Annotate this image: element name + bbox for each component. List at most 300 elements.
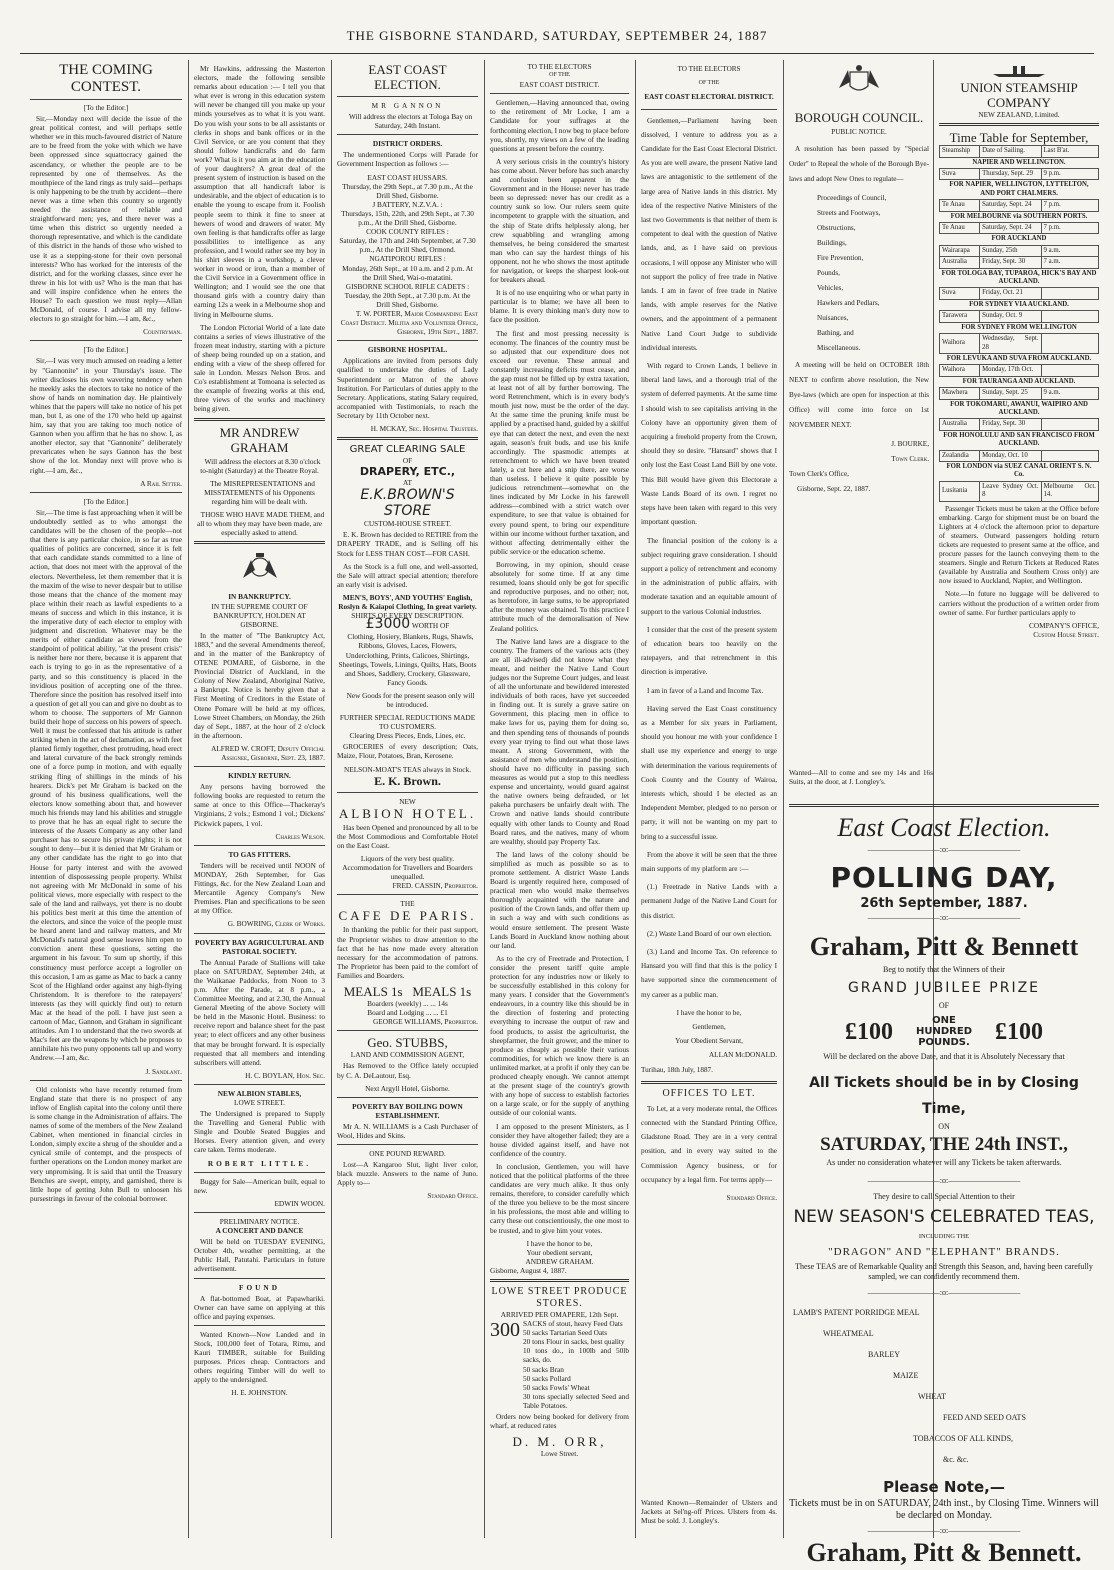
lowe-heading: LOWE STREET PRODUCE STORES. (491, 1286, 628, 1309)
town-clerk-office: Town Clerk's Office, (789, 470, 849, 478)
ship-icon (939, 62, 1099, 80)
divider (194, 1172, 325, 1173)
district-heading: DISTRICT ORDERS. (372, 139, 443, 149)
column-borough (789, 62, 929, 762)
meals-right: MEALS 1s (412, 984, 472, 1000)
meeting: A meeting will be held on OCTOBER 18th NEXT to confirm above resolution, the New Bye-laws (which are open for inspection at this Office) will come into force on 1st NOVEMBER NEXT. (789, 361, 929, 429)
ornament: —————————:o:————————— (867, 1288, 1021, 1297)
table-cell: Monday, 17th Oct. (980, 365, 1041, 376)
concert-body: Will be held on TUESDAY EVENING, October 4th, weather permitting, at the Public Hall, Patutahi. Particulars in future advertisement. (194, 1237, 325, 1274)
polling-ad (789, 800, 1099, 1567)
ekbrown-sig: E. K. Brown. (374, 773, 441, 788)
column-graham-address (490, 62, 629, 1532)
platform-item: (3.) Land and Income Tax. On reference to Hansard you will find that this is the policy I have supported since the commencement of my career as a public man. (641, 947, 777, 999)
divider (30, 492, 182, 493)
divider (194, 418, 325, 421)
stubbs-sub: LAND AND COMMISSION AGENT, (350, 1050, 465, 1060)
route-port-row (940, 322, 1099, 333)
route-port: FOR TAURANGA AND AUCKLAND. (962, 377, 1076, 385)
byelaw-item: Proceedings of Council, (817, 194, 887, 202)
stables-heading: NEW ALBION STABLES, (217, 1088, 302, 1098)
signature: J. BOURKE, (891, 440, 929, 448)
orders: Orders now being booked for delivery from wharf, at reduced rates (490, 1412, 629, 1431)
byelaw-item: Nuisances, (817, 314, 849, 322)
route-port-row (940, 268, 1099, 288)
store-name: E.K.BROWN'S STORE (360, 487, 455, 520)
signature: Standard Office. (427, 1191, 478, 1201)
worth-amount: £3000 (365, 616, 411, 633)
table-cell (1041, 365, 1098, 376)
goods-item: WHEATMEAL (823, 1329, 874, 1338)
gpb-heading: Graham, Pitt & Bennett (809, 932, 1079, 961)
ornament: —————————:o:————————— (867, 1526, 1021, 1535)
address-body: The land laws of the colony should be simplified as much as possible so as to promote settlement. A district Waste Lands Board is urgently required here, composed of practical men who would make themselves thoroughly acquainted with the nature and position of the Crown lands, and offer them up in such a way and with such conditions as would ensure settlement. The present Waste Lands Board in Auckland know nothing about our land. (490, 849, 629, 950)
albion-body: Has been Opened and pronounced by all to be the Most Commodious and Comfortable Hotel on the East Coast. (337, 822, 478, 850)
meals-line (337, 984, 478, 999)
divider (337, 1144, 478, 1145)
route-port-row (940, 353, 1099, 364)
wanted-text: Wanted Known—Remainder of Ulsters and Jackets at Sel'ng-off Prices. Ulsters from 4s. Must be sold. (641, 1498, 777, 1526)
byelaw-item: Vehicles, (817, 284, 844, 292)
route-port: FOR LONDON via SUEZ CANAL ORIENT S. N. Co. (946, 462, 1092, 479)
table-row (940, 288, 1099, 299)
route-port-row (940, 461, 1099, 481)
platform-item: (2.) Waste Land Board of our own election. (647, 929, 772, 938)
reward-body: Lost—A Kangaroo Slut, light liver color, black muzzle. Answers to the name of Juno. Apply to— (337, 1160, 478, 1188)
ngati-body: Monday, 26th Sept., at 10 a.m. and 2 p.m. At the Drill Shed, Wai-o-matatini. (342, 263, 473, 282)
grand-jubilee: GRAND JUBILEE PRIZE (847, 980, 1041, 996)
prize-line (789, 1015, 1099, 1048)
public-notice: PUBLIC NOTICE. (831, 128, 887, 136)
coming-contest-title: THE COMING CONTEST. (30, 62, 182, 100)
table-cell: 9 a.m. (1041, 388, 1098, 399)
table-cell: Australia (940, 419, 980, 430)
column-ads (337, 62, 478, 1532)
divider (337, 1030, 478, 1031)
divider (337, 340, 478, 341)
divider (194, 1084, 325, 1085)
column-rule (635, 60, 636, 1538)
table-cell: Friday, Oct. 21 (980, 288, 1041, 299)
clearing-dress: Clearing Dress Pieces, Ends, Lines, etc. (349, 731, 466, 741)
goods-item: FEED AND SEED OATS (943, 1413, 1026, 1422)
column-mcdonald-address (641, 62, 777, 1532)
byelaw-item: Miscellaneous. (817, 344, 861, 352)
colonists-paragraph: Old colonists who have recently returned from England state that there is no prospect of any inflow of English capital into the colony until there is some change in the Administration of affairs. The names of some of the members of the New Zealand Cabinet, when mentioned in financial circles in London, simply excite a shrug of the shoulder and a cynical smile of contempt, and the prospects of further operations on the London money market are very unpromising. It is said that until the Treasury Benches are swept, empty, and garnished, there is little hope of getting John Bull to unloosen his pursestrings in favour of the colonial borrower. (30, 1084, 182, 1203)
orr-signature: D. M. ORR, (512, 1434, 607, 1450)
address-body: Gentlemen,—Parliament having been dissolved, I venture to address you as a Candidate for the East Coast Electoral District. As you are well aware, the present Native land laws are antagonistic to the settlement of the large area of Native lands in this district. My idea of the respective Native Ministers of the last two Governments is that neither of them is competent to deal with the question of Native lands, and, as I have said on previous occasions, I will oppose any Minister who will not support the policy of free trade in Native lands. I am in favor of free trade in Native lands, with ample reserves for the Native owners, and the appointment of a permanent Native Land Court Judge to subdivide individual interests. (641, 116, 777, 352)
table-cell: Te Anau (940, 223, 980, 234)
close: I have the honor to be, (526, 1238, 593, 1248)
routes-body (940, 157, 1099, 501)
route-port: NAPIER AND WELLINGTON. (972, 158, 1066, 166)
header-cell: Steamship (940, 146, 980, 157)
stables-body: The Undersigned is prepared to Supply the Travelling and General Public with Single and Double Seated Buggies and Horses. Every attention given, and every care taken. Terms moderate. (194, 1109, 325, 1155)
table-cell: Friday, Sept. 30 (980, 257, 1041, 268)
wanted-text: Wanted—All to come and see my 14s and 16s Suits, at the door, at J. Longley's. (789, 768, 933, 787)
wanted-body: Wanted Known—Now Landed and in Stock, 100,000 feet of Totara, Rimu, and Kauri TIMBER, suitable for Building purposes. Prices cheap. Contractors and others requiring Timber will do well to apply to the undersigned. (194, 1329, 325, 1385)
route-port: FOR HONOLULU AND SAN FRANCISCO FROM AUCKLAND. (943, 431, 1095, 448)
table-row (940, 388, 1099, 399)
brands: "DRAGON" AND "ELEPHANT" BRANDS. (828, 1246, 1060, 1258)
graham-those: THOSE WHO HAVE MADE THEM, and all to whom they may have been made, are especially asked to attend. (196, 510, 325, 538)
table-cell: 7 p.m. (1041, 200, 1098, 211)
mens-clothing: MEN'S, BOYS', AND YOUTHS' English, Roslyn & Kaiapoi Clothing, In great variety. (338, 592, 477, 612)
signature: Standard Office. (726, 1194, 777, 1203)
graham-body: Will address the electors at 8.30 o'clock to-night (Saturday) at the Theatre Royal. (200, 456, 321, 475)
albion-heading: ALBION HOTEL. (338, 805, 477, 821)
table-cell (1041, 450, 1098, 461)
masthead: THE GISBORNE STANDARD, SATURDAY, SEPTEMBER 24, 1887 (20, 28, 1094, 54)
found-body: A flat-bottomed Boat, at Papawhariki. Owner can have same on applying at this office and paying expenses. (194, 1293, 325, 1321)
table-cell: Sunday, Oct. 9 (980, 311, 1041, 322)
declared: Will be declared on the above Date, and that it is Absolutely Necessary that (823, 1052, 1065, 1061)
cook-body: Saturday, the 17th and 24th September, at 7.30 p.m., At the Drill Shed, Ormond. (339, 236, 476, 255)
address-body: The Native land laws are a disgrace to the country. The framers of the various acts (they are all ill-advised) did not know what they meant, and neither the Native Land Court judges nor the Supreme Court judges, and least of all the unfortunate and bewildered interested individuals of both races, have yet succeeded in finding out. It is surely a grave satire on Government, this placing men in office to make laws for us, paying them for doing so, and then spending tens of thousands of pounds every year trying to find out what those laws meant. A strong Government, with the assistance of men who understand the position, should have no difficulty in passing such measures as would put a stop to this needless expense and uncertainty, would guard against the native owners being defrauded, or let pakeha purchasers be unfairly dealt with. The Crown and native lands should contribute equally with other lands to County and Road Board rates, and the natives, many of whom are wealthy, should pay Property Tax. (490, 636, 629, 846)
store-full: As the Stock is a full one, and well-assorted, the Sale will attract special attention; therefore an early visit is advised. (337, 561, 478, 589)
pictorial-paragraph: The London Pictorial World of a late date contains a series of views illustrative of the frozen meat industry, starting with a picture of sheep being rounded up on a station, and ending with a view of the sheep offered for sale in London. Messrs Nelson Bros. and Co's establishment at Tomoana is selected as the example of freezing works at this end, three views of the works and machinery being given. (194, 322, 325, 414)
signature: T. W. PORTER, Major Commanding East Coast District. Militia and Volunteer Office, Gisborne, 19th Sept., 1887. (340, 308, 478, 337)
gannon-body: Will address the electors at Tologa Bay on Saturday, 24th Instant. (348, 112, 473, 131)
coat-of-arms-icon (194, 548, 325, 592)
sacks-block (490, 1319, 629, 1410)
table-cell: Leave Sydney Oct. 8 (980, 481, 1041, 501)
table-cell: Lusitania (940, 481, 980, 501)
signature: G. BOWRING, Clerk of Works. (227, 919, 325, 929)
platform-item: (1.) Freetrade in Native Lands with a permanent Judge of the Native Land Court for this district. (641, 883, 777, 920)
address-body: Borrowing, in my opinion, should cease absolutely for some time. If at any time resumed, loans should only be got for specific and reproductive purposes, and no other; not, as heretofore, in large sums, to be appropriated after the money was obtained. To this practice I attribute much of the demoralisation of New Zealand politics. (490, 559, 629, 633)
ngati-heading: NGATIPOROU RIFLES : (369, 254, 446, 264)
table-cell: Waihora (940, 365, 980, 376)
goods-list: Clothing, Hosiery, Blankets, Rugs, Shawls, Ribbons, Gloves, Laces, Flowers, Underclothing, Prints, Calicoes, Shirtings, Sheetings, Towels, Linings, Quilts, Hats, Boots and Shoes, Saddlery, Crockery, Glassware, Fancy Goods. (338, 632, 477, 687)
table-row (940, 334, 1099, 354)
signature: Countryman. (143, 327, 182, 337)
address-body: I consider that the cost of the present system of education bears too heavily on the ratepayers, and that retrenchment in this direction is imperative. (641, 625, 777, 677)
clearing-heading: GREAT CLEARING SALE (349, 444, 466, 456)
table-cell: Sunday, 25th (980, 245, 1041, 256)
route-port: FOR AUCKLAND (991, 235, 1047, 243)
prize-right: £100 (995, 1018, 1043, 1045)
table-cell: Saturday, Sept. 24 (980, 223, 1041, 234)
table-row (940, 365, 1099, 376)
address-body: The financial position of the colony is a subject requiring grave consideration. I should support a policy of retrenchment and economy in the administration of public affairs, with moderate taxation and an equitable amount of support to the various Colonial industries. (641, 536, 777, 616)
signature: H. C. BOYLAN, Hon. Sec. (245, 1070, 325, 1080)
divider (194, 845, 325, 846)
hawkins-paragraph: Mr Hawkins, addressing the Masterton electors, made the following sensible remarks about education :— I tell you that what ever is wrong in this education system will never be changed till you make up your minds yourselves as to what it is you want. Do you wish your sons to be all assistants or clerks in shops and bank offices or in the Civil Service, or are you content that they should follow handicrafts and do farm work? What is it you aim at in the education of your daughters? A great deal of the present system of instruction is based on the assumption that all handicraft labor is undesirable, and the object of education is to enable the young to escape from it. Foolish people seem to think it fine to sneer at hewers of wood and drawers of water. My own feeling is that handicrafts offer as large possibilities to intelligence as any profession, and I would rather see my boy in his shirt sleeves in a workshop, a clever worker in wood or iron, than a member of the Civil Service in a Government office in Wellington; and I would see the one that thousand girls with a country dairy than earning 12s a week in a Melbourne shop and living in Melbourne slums. (194, 64, 325, 319)
battery-body: Thursdays, 15th, 22th, and 29th Sept., at 7.30 p.m., At the Drill Shed, Gisborne. (341, 208, 474, 228)
table-row (940, 245, 1099, 256)
nelson-teas: NELSON-MOAT'S TEAS always in Stock. (343, 764, 472, 774)
signature-sub: Town Clerk. (891, 455, 929, 463)
divider (194, 1325, 325, 1326)
byelaw-item: Fire Prevention, (817, 254, 864, 262)
hospital-body: Applications are invited from persons duly qualified to undertake the duties of Lady Superintendent or Matron of the above Institution. For Particulars of duties apply to the Secretary. Applications, stating Salary required, accompanied with Testimonials, to reach the Secretary by 11th October next. (337, 356, 478, 420)
signature: A Rail Sitter. (140, 478, 182, 488)
including: INCLUDING THE (918, 1233, 970, 1240)
hussars-heading: EAST COAST HUSSARS. (367, 172, 448, 182)
route-port-row (940, 376, 1099, 387)
cafe-the: THE (400, 899, 415, 909)
table-cell: Melbourne Oct. 14. (1041, 481, 1098, 501)
poverty-heading: POVERTY BAY AGRICULTURAL AND PASTORAL SOCIETY. (194, 937, 325, 956)
table-cell (1041, 334, 1098, 354)
prelim-heading: PRELIMINARY NOTICE. (219, 1216, 300, 1226)
table-cell (1041, 311, 1098, 322)
divider (194, 933, 325, 934)
byelaw-item: Hawkers and Pedlars, (817, 299, 880, 307)
divider (194, 1278, 325, 1279)
table-row (940, 257, 1099, 268)
letter-sandlant: Sir,—The time is fast approaching when it will be undoubtedly settled as to who amongst the candidates will be the chosen of the people—not that there is any particular choice, in so far as true qualities of politics are concerned, since it is felt that each candidate stands committed to a line of action, that does not meet with the approval of the electors. Nevertheless, let them remember that it is the maxim of the wise to never despair but to utilise those means that the chance of the moment may place within their reach as lawful expedients to a means of success and which in this instance, it is the imperative duty of each elector to employ with judgment and discretion. Whatever may be the merits of either candidate as viewed from the standpoint of political ability, "at the present crisis" is neither here nor there, because it is apparent that each is trying to go in as the representative of a party, and so this constituency is placed in the invidious position of accepting one of the three. Therefore since the position has resolved itself into a question of get all you can and give no doubt as to whom to choose. The supporters of Mr Gannon build their hope of success on his powers of speech. Well it must be confessed that his attitude is rather striking when in the act of declamation, as with feet planted firmly together, chest protruding, head erect and lateral curvature of the back strongly reminds one of a force pump in motion, and with equally striking fling of shillings in the minds of his hearers. Dick's pet Mr Graham is backed on the ground of his business qualifications, well the electors know something about that, and however much his friends may land his abilities and struggle to prove that he has an equal right to secure the interests of the Assets Company as any other land purchaser has to secure his private rights; it is not sought to deny—but it is denied that Mr Graham or any other candidate has the right to go into that House for party interest and with the avowed intention of dispossessing people property. Whilst not agreeing with Mr McDonald in some of his political views, more especially with respect to the sale of the land and railways, yet there is no doubt his politics best merit at this time the attention of the electors, and since the voice of the people must be heard anent land and railway matters, and Mr McDonald's natural good sense leaves him open to conviction anent these questions, setting the argument in his favour. To sum up shortly, if this constituency must perforce accept a logroller on this occasion, I am as game as Mac to back a canny Scot of the Highland order against any high-flying Christendom. It is therefore to the ratepayers' interests (as they will quickly find out) to return Mac at the head of the poll. I have just seen a cartoon of Mac, Gannon, and Graham in significant attitudes. Am I to understand that the two swords at Mac's feet are the weapons by which he proposes to annihilate his two puny opponents tall up and worry Andrew.—I am, &c. (30, 507, 182, 1063)
new-goods: New Goods for the present season only will be introduced. (346, 690, 475, 709)
district-heading: EAST COAST DISTRICT. (519, 80, 600, 90)
reward-heading: ONE POUND REWARD. (369, 1149, 446, 1159)
table-cell: Suva (940, 169, 980, 180)
please-note: Please Note,— (883, 1478, 1005, 1496)
table-cell: Thursday, Sept. 29 (980, 169, 1041, 180)
gannon-name: MR GANNON (371, 101, 444, 110)
shirts: SHIRTS OF EVERY DESCRIPTION. (351, 611, 464, 621)
offices-body: To Let, at a very moderate rental, the Offices connected with the Standard Printing Office, Gladstone Road. They are in a very central position, and in every way suited to the Commission Agency business, or for occupancy by a legal firm. For terms apply— (641, 1104, 777, 1184)
column-rule (188, 60, 189, 1538)
bankruptcy-body: In the matter of "The Bankruptcy Act, 1883," and the several Amendments thereof, and in the matter of the Bankruptcy of OTENE POMARE, of Gisborne, in the Provincial District of Auckland, in the Colony of New Zealand, Aboriginal Native, a Bankrupt. Notice is hereby given that a First Meeting of Creditors in the Estate of Otene Pomare will be held at my offices, Lowe Street Chambers, on Monday, the 26th day of Sept., 1887, at the hour of 2 o'clock in the afternoon. (194, 630, 325, 740)
wanted-sig: J. Longley's. (682, 1516, 720, 1526)
passenger-notes: Passenger Tickets must be taken at the Office before embarking. Cargo for shipment must be on board the Lighters at 4 o'clock the afternoon prior to departure of steamers. Outward passengers holding return tickets are requested to present same at the office, and procure passes for the launch conveying them to the steamers. Single and Return Tickets at Reduced Rates (available by Australia and Southern Cross only) are now issued to Auckland, Napier, and Wellington. (939, 503, 1099, 586)
tickets-line: All Tickets should be in by Closing Time, (809, 1075, 1079, 1117)
divider (194, 766, 325, 767)
route-port: FOR TOLOGA BAY, TUPAROA, HICK'S BAY AND AUCKLAND. (941, 269, 1097, 286)
polling-date: 26th September, 1887. (860, 896, 1028, 911)
address-body: It is of no use enquiring who or what party in particular is to blame; we have all been to blame. It is every thinking man's duty now to face the position. (490, 288, 629, 325)
union-heading: UNION STEAMSHIP COMPANY (960, 80, 1078, 111)
table-cell: 9 a.m. (1041, 245, 1098, 256)
divider (194, 541, 325, 544)
bankruptcy-heading: IN BANKRUPTCY. (228, 592, 291, 602)
ornament: —————————:o:————————— (867, 913, 1021, 922)
divider (490, 1279, 629, 1282)
signature: Charles Wilson. (275, 831, 325, 841)
worth-of: WORTH OF (411, 621, 450, 631)
table-row (940, 419, 1099, 430)
route-port: FOR SYDNEY VIA AUCKLAND. (969, 300, 1069, 308)
editor-note: [To the Editor.] (83, 103, 129, 112)
table-row (940, 450, 1099, 461)
kindly-body: Any persons having borrowed the following books are requested to return the same at once to this Office—Thackeray's Virginians, 2 vols.; Esmond 1 vol.; Dickens' Pickwick papers, 1 vol. (194, 782, 325, 828)
route-port: FOR TOKOMARU, AWANUI, WAIPIRO AND AUCKLAND. (950, 400, 1088, 416)
ornament: —————————:o:————————— (867, 845, 1021, 854)
battery-heading: J BATTERY, N.Z.V.A. : (372, 199, 443, 209)
divider (30, 340, 182, 341)
table-cell: Mawhera (940, 388, 980, 399)
buggy-body: Buggy for Sale—American built, equal to new. (194, 1176, 325, 1195)
route-port-row (940, 157, 1099, 168)
table-cell: Wednesday, Sept. 28 (980, 334, 1041, 354)
route-port-row (940, 399, 1099, 419)
table-cell: 7 p.m. (1041, 223, 1098, 234)
table-cell: 9 p.m. (1041, 169, 1098, 180)
letter-countryman: Sir,—Monday next will decide the issue of the great political contest, and will perhaps settle whether we in this much-favoured district of Nature are to be freed from the yoke with which we have been oppressed since squattocracy gained the ascendancy, or whether the people are to be represented by one of themselves. As the mouthpiece of the land rings as truly said—perhaps is only happening to be the truth by accident—there never was a time when this country so urgently needed the assistance of reliable and straightforward men; yes, and there never was a time when this district so urgently needed a thorough representative, and which is the candidate of this district in the hands of those who wished to use it as a stepping-stone for their own personal interests? Who has worked for the interests of the district, and for the working classes, since ever he threw in his lot with us? Who is the man that has and will inspire confidence when he enters the House? To each question we must reply—Allan McDonald, of course. I advise all my fellow-electors to go straight for him.—I am, &c., (30, 114, 182, 324)
table-cell (1041, 288, 1098, 299)
graham-misrep: The MISREPRESENTATIONS and MISSTATEMENTS of his Opponents regarding him will be dealt with. (204, 478, 315, 506)
east-coast-title: East Coast Election. (837, 813, 1051, 842)
col5-wanted-ad (641, 1498, 777, 1532)
company-sub: Custom House Street. (1033, 629, 1099, 639)
route-port-row (940, 430, 1099, 450)
teas-heading: NEW SEASON'S CELEBRATED TEAS, (793, 1207, 1095, 1227)
servant: Your obedient servant, (526, 1247, 593, 1257)
signature: ROBERT LITTLE. (207, 1158, 312, 1168)
polling-day: POLLING DAY, (830, 861, 1058, 894)
election-heading: EAST COAST ELECTION. (368, 62, 447, 92)
goods-item: &c. &c. (943, 1455, 969, 1464)
table-cell: Zealandia (940, 450, 980, 461)
bankruptcy-sub: IN THE SUPREME COURT OF BANKRUPTCY, HOLDEN AT GISBORNE. (211, 601, 308, 629)
route-port-row (940, 234, 1099, 245)
address-body: As to the cry of Freetrade and Protection, I consider the present tariff quite ample protection for any industries now or likely to be successfully established in this colony for many years. I consider that the Government's endeavours, in a country like this should be in the direction of fostering and protecting everything to increase the output of raw and food products, to assist the agriculturist, the sheepfarmer, the fruit grower, and the miner to produce as cheaply as possible their various commodities, for which we know there is an unlimited market, at a profit if only they can be produced cheaply enough. We cannot attempt at the present stage of the country's growth with any hope of success to establish factories on a large scale, or for the supply of anything outside of our colonial wants. (490, 953, 629, 1118)
divider (337, 437, 478, 440)
ornament: —————————:o:————————— (867, 1176, 1021, 1185)
route-port: FOR MELBOURNE via SOUTHERN PORTS. (950, 212, 1088, 220)
address-body: Having served the East Coast constituency as a Member for six years in Parliament, should you honour me with your confidence I shall use my experience and energy to urge with determination the various requirements of Cook County and the County of Wairoa, interests which, should I be elected as an Independent Member, pledged to no person or party, it will not be wanting on my part to bring to a successful issue. (641, 704, 777, 841)
saturday-line: SATURDAY, THE 24th INST., (820, 1134, 1068, 1155)
signature: J. Sandlant. (145, 1066, 182, 1076)
timetable (939, 145, 1099, 501)
column-rule (484, 60, 485, 1538)
address-body: In conclusion, Gentlemen, you will have noticed that the political platforms of the three candidates are very much alike. It thus only remains, therefore, to consider carefully which of the three you believe to be the most sincere in his professions, the most able and willing to carry these out conscientiously, the one most to be trusted, and to give him your votes. (490, 1161, 629, 1235)
to-electors-heading: TO THE ELECTORS (527, 62, 592, 71)
beg-line: Beg to notify that the Winners of their (883, 965, 1005, 974)
route-port: FOR NAPIER, WELLINGTON, LYTTELTON, AND PORT CHALMERS. (949, 181, 1089, 197)
signature: H. MCKAY, Sec. Hospital Trustees. (370, 424, 478, 433)
table-cell: Sunday, Sept. 25 (980, 388, 1041, 399)
kindly-heading: KINDLY RETURN. (228, 771, 291, 781)
desire-line: They desire to call Special Attention to their (873, 1192, 1015, 1201)
graham-heading: MR ANDREW GRAHAM (219, 424, 300, 455)
please-body: Tickets must be in on SATURDAY, 24th inst., by Closing Time. Winners will be declared on Monday. (789, 1498, 1099, 1521)
cafe-heading: CAFE DE PARIS. (338, 908, 477, 924)
found-heading: FOUND (239, 1282, 280, 1292)
groceries: GROCERIES of every description; Oats, Maize, Flour, Potatoes, Bran, Kerosene. (337, 742, 478, 761)
route-port-row (940, 180, 1099, 200)
clearing-at: AT (403, 478, 412, 488)
byelaw-item: Pounds, (817, 269, 840, 277)
company-office: COMPANY'S OFFICE, (1029, 620, 1099, 630)
table-cell: Waihora (940, 334, 980, 354)
cook-heading: COOK COUNTY RIFLES : (366, 227, 449, 237)
to-electors-heading: TO THE ELECTORS (677, 65, 741, 73)
signature: GEORGE WILLIAMS, Proprietor. (373, 1017, 478, 1027)
school-heading: GISBORNE SCHOOL RIFLE CADETS : (345, 281, 470, 291)
divider (939, 123, 1099, 126)
table-cell: Te Anau (940, 200, 980, 211)
address-body: With regard to Crown Lands, I believe in liberal land laws, and a thorough trial of the system of deferred payments. At the same time I should wish to see capitalists arriving in the Colony have an opportunity given them of acquiring a freehold property from the Crown, should they so desire. "Hansard" shows that I only lost the East Coast Land Bill by one vote. This Bill would have given this Electorate a Waste Lands Board of its own. I regret no steps have been taken with regard to this very important question. (641, 362, 777, 527)
column-letters (30, 62, 182, 1532)
address-body: From the above it will be seen that the three main supports of my platform are :— (641, 850, 777, 873)
editor-note: [To the Editor.] (83, 345, 129, 355)
date: Gisborne, Sept. 22, 1887. (797, 485, 871, 493)
on-line: ON (938, 1122, 950, 1131)
store-sub: CUSTOM-HOUSE STREET. (364, 519, 451, 529)
signature: FRED. CASSIN, Proprietor. (392, 881, 478, 891)
sacks-number: 300 (490, 1319, 520, 1342)
table-cell: Friday, Sept. 30 (980, 419, 1041, 430)
table-cell: 7 a.m. (1041, 257, 1098, 268)
divider (337, 1097, 478, 1098)
stubbs-next: Next Argyll Hotel, Gisborne. (365, 1083, 450, 1093)
divider (490, 93, 629, 94)
gpb-footer: Graham, Pitt & Bennett. (806, 1538, 1082, 1567)
table-row (940, 311, 1099, 322)
divider (337, 792, 478, 793)
date: Gisborne, August 4, 1887. (490, 1265, 567, 1275)
gas-body: Tenders will be received until NOON of MONDAY, 26th September, for Gas Fittings, &c. for the New Zealand Loan and Mercantile Agency Company's New Premises. Plan and specifications to be seen at my Office. (194, 860, 325, 916)
table-cell: Wairarapa (940, 245, 980, 256)
union-sub: NEW ZEALAND, Limited. (978, 110, 1060, 120)
arrived: ARRIVED PER OMAPERE, 12th Sept. (500, 1310, 619, 1319)
of-the: OF THE (698, 80, 720, 87)
route-port-row (940, 211, 1099, 222)
boarders: Boarders (weekly) ... ... 14s Board and Lodging ... ... £1 (367, 999, 448, 1018)
signature: ALLAN McDONALD. (708, 1051, 777, 1060)
column-steamship (939, 62, 1099, 762)
address-body: I am opposed to the present Ministers, as I consider they have altogether failed; they are a house divided against itself, and have not confidence of the country. (490, 1121, 629, 1158)
byelaw-item: Streets and Footways, (817, 209, 881, 217)
goods-item: MAIZE (893, 1371, 919, 1380)
hospital-heading: GISBORNE HOSPITAL. (367, 345, 448, 355)
table-row (940, 481, 1099, 501)
district-body: The undermentioned Corps will Parade for Government Inspection as follows :— (337, 150, 478, 169)
luggage-note: Note.—In future no luggage will be delivered to carriers without the production of a written order from owner of same. For further particulars apply to (939, 589, 1099, 617)
albion-new: NEW (399, 796, 416, 806)
borough-heading: BOROUGH COUNCIL. (794, 110, 924, 125)
route-port-row (940, 299, 1099, 310)
divider (337, 894, 478, 895)
stables-sub: LOWE STREET. (234, 1098, 285, 1107)
borough-crest-icon (789, 62, 929, 110)
goods-item: WHEAT (918, 1392, 946, 1401)
byelaw-item: Bathing, and (817, 329, 854, 337)
header-cell: Date of Sailing. (980, 146, 1041, 157)
byelaw-item: Buildings, (817, 239, 847, 247)
tea-body: These TEAS are of Remarkable Quality and Strength this Season, and, having been carefully sampled, we can confidently recommend them. (795, 1262, 1093, 1281)
goods-item: BARLEY (868, 1350, 900, 1359)
signature: ANDREW GRAHAM. (525, 1256, 594, 1266)
divider (641, 109, 777, 110)
table-cell: Australia (940, 257, 980, 268)
byelaw-list (789, 191, 929, 356)
column-rule (331, 60, 332, 1538)
gas-heading: TO GAS FITTERS. (228, 849, 291, 859)
no-consideration: As under no consideration whatever will any Tickets be taken afterwards. (826, 1158, 1062, 1167)
signature: EDWIN WOON. (274, 1198, 325, 1208)
goods-list (789, 1302, 1099, 1470)
signature: H. E. JOHNSTON. (231, 1388, 288, 1398)
table-cell: Tarawera (940, 311, 980, 322)
table-header (940, 146, 1099, 157)
divider (337, 96, 478, 97)
clearing-of: OF (402, 456, 413, 466)
stubbs-body: Has Removed to the Office lately occupied by C. A. DeLautour, Esq. (337, 1061, 478, 1080)
servant: Your Obedient Servant, (675, 1037, 743, 1046)
address-body: The first and most pressing necessity is economy. The finances of the country must be so adjusted that our expenditure does not exceed our revenue. These annual and constantly increasing deficits must cease, and the gap must not be filled up by extra taxation, at least not of all by further borrowing. The word Retrenchment, which is in every body's mouth just now, must be the order of the day. At the same time the pruning knife must be applied by a practised hand, guided by a skilful eye that can detect the next, and even the next again, season's fruit buds, and use his knife accordingly. The spasmodic attempts at retrenchment to which we have been treated lately, a cut here and a snip there, are worse than useless. I believe it quite possible by judicious retrenchment—somewhat on the lines indicated by Mr Locke in his farewell address—combined with a strict watch over expenditure, to see that value is obtained for every pound spent, to bring our expenditure within our income without further taxation, and without affecting detrimentally either the public service or the education scheme. (490, 328, 629, 556)
offices-heading: OFFICES TO LET. (662, 1087, 756, 1099)
route-port: FOR SYDNEY FROM WELLINGTON (961, 323, 1077, 331)
table-row (940, 200, 1099, 211)
of-the: OF THE (549, 72, 570, 79)
drapery-heading: DRAPERY, ETC., (359, 465, 456, 479)
editor-note: [To the Editor.] (83, 496, 129, 506)
column-notices (194, 62, 325, 1532)
